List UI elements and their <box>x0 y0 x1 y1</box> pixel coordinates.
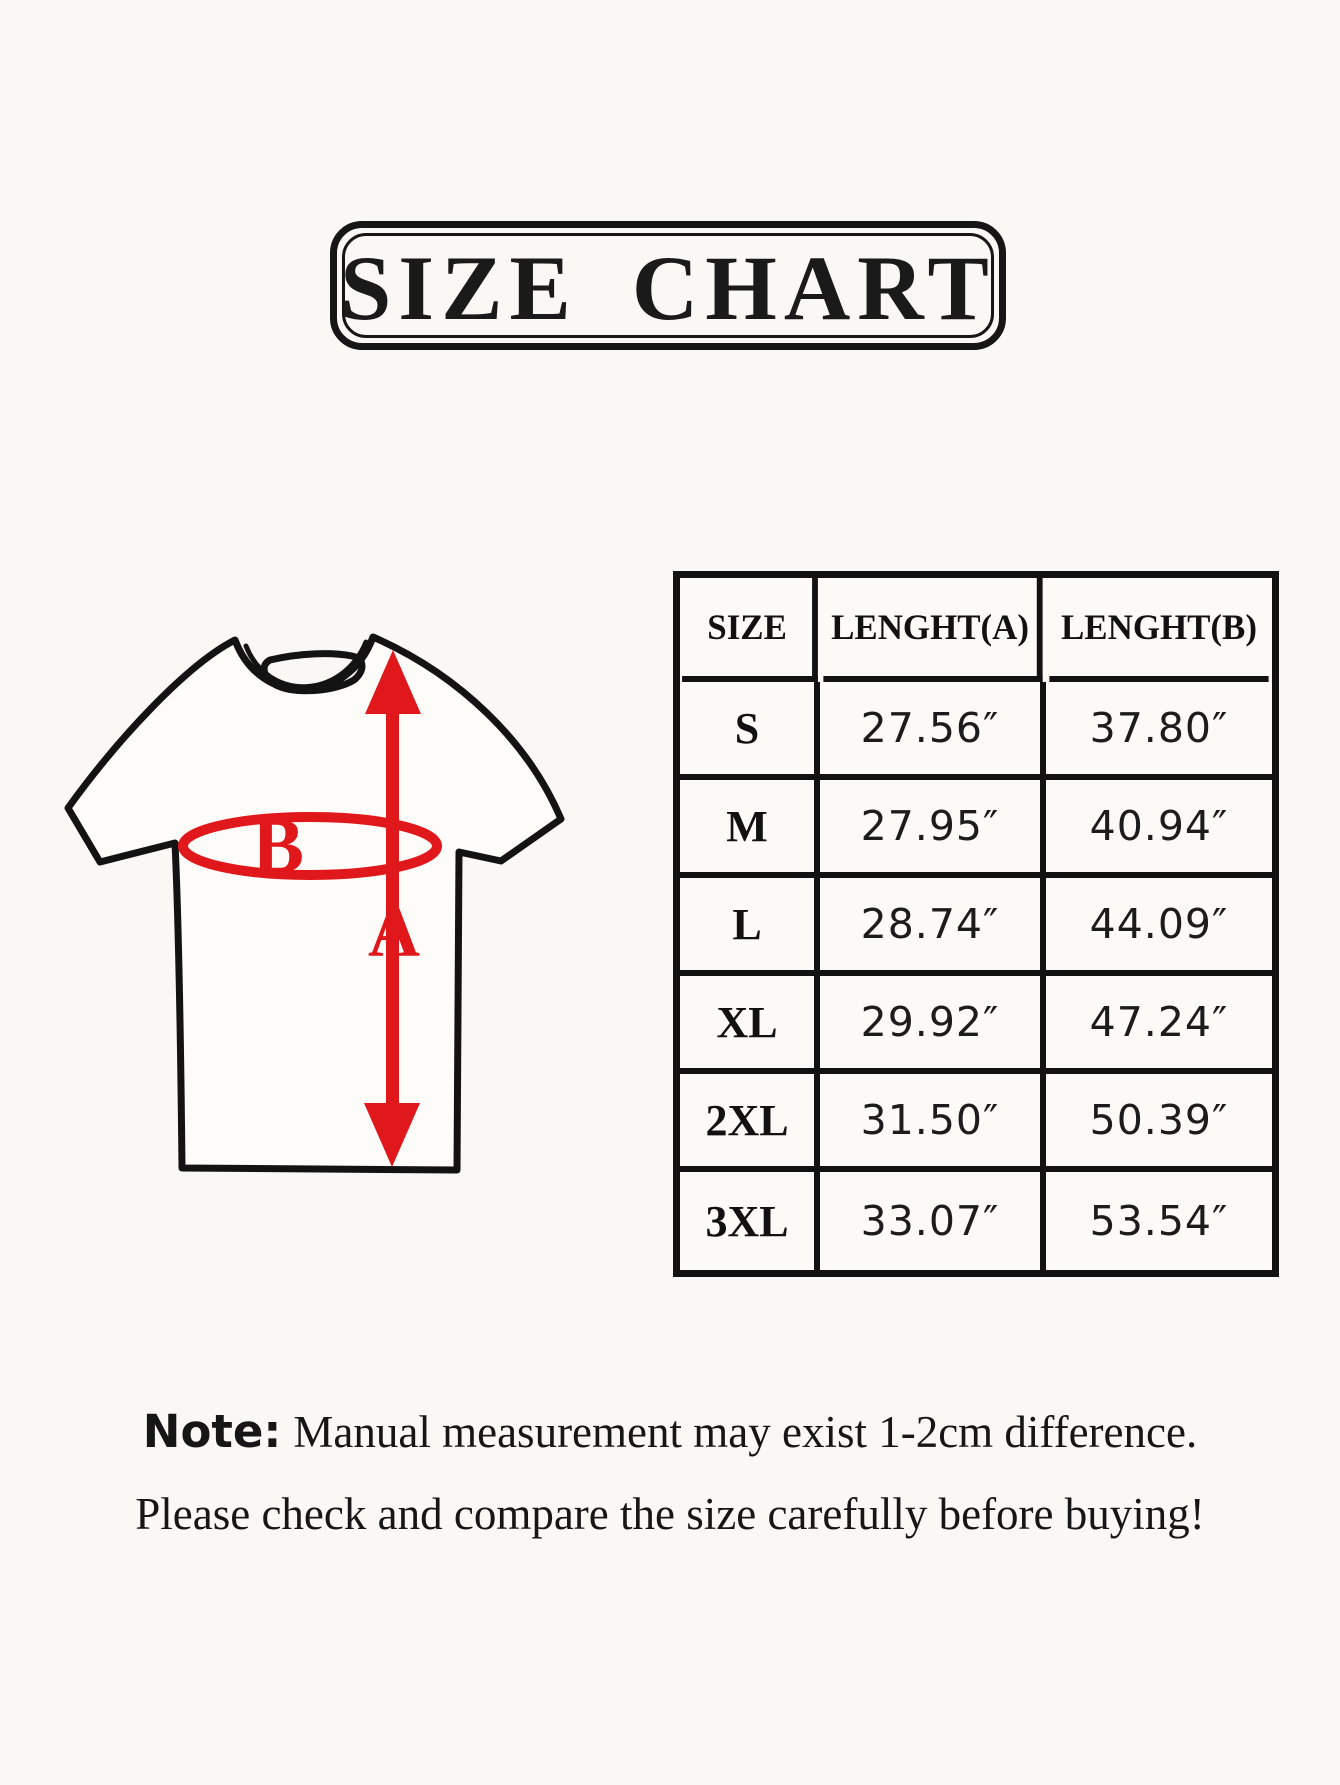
table-cell-length-a: 31.50″ <box>820 1074 1046 1172</box>
table-row-size: 2XL <box>680 1074 820 1172</box>
note-prefix: Note: <box>142 1405 282 1458</box>
table-cell-length-a: 27.95″ <box>820 780 1046 878</box>
table-row-size: XL <box>680 976 820 1074</box>
col-header-length-b: LENGHT(B) <box>1049 578 1268 682</box>
table-cell-length-b: 40.94″ <box>1046 780 1272 878</box>
col-header-size: SIZE <box>682 578 818 682</box>
table-cell-length-b: 47.24″ <box>1046 976 1272 1074</box>
table-row-size: S <box>680 682 820 780</box>
note-line-2: Please check and compare the size carefully before buying! <box>135 1489 1205 1539</box>
table-cell-length-a: 29.92″ <box>820 976 1046 1074</box>
tshirt-diagram <box>38 556 578 1206</box>
table-cell-length-b: 37.80″ <box>1046 682 1272 780</box>
table-cell-length-a: 27.56″ <box>820 682 1046 780</box>
page-title: SIZE CHART <box>340 236 996 339</box>
table-cell-length-b: 44.09″ <box>1046 878 1272 976</box>
note-line-1 <box>0 1406 1340 1459</box>
table-cell-length-b: 50.39″ <box>1046 1074 1272 1172</box>
label-a: A <box>368 892 420 972</box>
table-cell-length-a: 33.07″ <box>820 1172 1046 1270</box>
tshirt-outline <box>68 637 561 1170</box>
note-text-1: Manual measurement may exist 1-2cm difference. <box>293 1407 1198 1457</box>
table-cell-length-b: 53.54″ <box>1089 1197 1229 1245</box>
table-row-size: 3XL <box>680 1172 820 1270</box>
table-row-size: L <box>680 878 820 976</box>
table-cell-length-a: 28.74″ <box>820 878 1046 976</box>
table-row-size: M <box>680 780 820 878</box>
title-box <box>330 221 1006 350</box>
size-table <box>673 571 1279 1277</box>
col-header-length-a: LENGHT(A) <box>823 578 1042 682</box>
label-b: B <box>252 802 305 889</box>
